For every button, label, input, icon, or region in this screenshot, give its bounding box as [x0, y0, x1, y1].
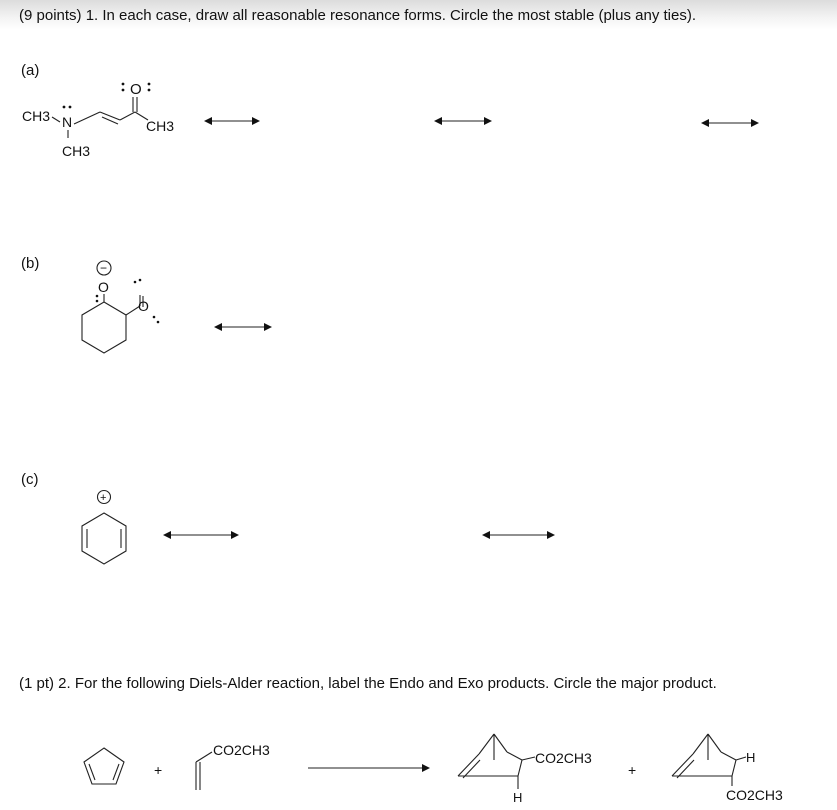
- part-a-label: (a): [21, 62, 40, 79]
- bond-ester: [522, 757, 535, 760]
- bond-h: [736, 757, 746, 760]
- part-a-enaminone: [22, 81, 174, 159]
- part-b-label: (b): [21, 255, 40, 272]
- ring-bond: [732, 760, 736, 776]
- lone-pair-dot: [122, 89, 125, 92]
- oxygen-left-label: O: [98, 279, 109, 295]
- ch3-right-label: CH3: [146, 118, 175, 134]
- product-1-ester-label: CO2CH3: [535, 750, 592, 766]
- lone-pair-dot: [139, 279, 142, 282]
- part-b-enolate: [82, 261, 159, 353]
- lone-pair-dot: [148, 89, 151, 92]
- bridge-bond: [693, 734, 708, 754]
- ring-bond: [518, 760, 522, 776]
- question-1-title: (9 points) 1. In each case, draw all reasonable resonance forms. Circle the most stable (plus any ties).: [19, 7, 696, 24]
- product-1-h-label: H: [513, 790, 523, 805]
- negative-charge-symbol: −: [100, 261, 108, 275]
- bond-n-c: [74, 112, 100, 124]
- bond-c-c-double: [100, 112, 120, 120]
- ring-bond: [507, 752, 522, 760]
- norbornene-double-bond: [677, 760, 694, 778]
- bond-ch3-n: [52, 117, 60, 122]
- part-c-cyclohexadienyl-cation: [82, 491, 126, 565]
- plus-sign: +: [154, 762, 163, 778]
- bridge-bond: [708, 734, 721, 752]
- bridge-bond: [479, 734, 494, 754]
- product-2-h-label: H: [746, 750, 756, 765]
- lone-pair-dot: [134, 281, 137, 284]
- ring-bond: [721, 752, 736, 760]
- lone-pair-dot: [122, 83, 125, 86]
- dienophile-ester-label: CO2CH3: [213, 742, 270, 758]
- cyclopentadiene: [84, 748, 124, 784]
- product-endo-candidate: [458, 734, 592, 805]
- part-c-label: (c): [21, 471, 39, 488]
- cation-ring: [82, 513, 126, 564]
- bond-vinyl-ester: [196, 752, 212, 762]
- lone-pair-dot: [69, 106, 72, 109]
- norbornene-double-bond: [463, 760, 480, 778]
- cyclohexane-ring: [82, 302, 126, 353]
- positive-charge-symbol: +: [100, 492, 107, 504]
- question-2-title: (1 pt) 2. For the following Diels-Alder reaction, label the Endo and Exo products. Circle the major product.: [19, 675, 717, 692]
- bridge-bond: [494, 734, 507, 752]
- nitrogen-label: N: [62, 114, 73, 130]
- plus-sign: +: [628, 762, 637, 778]
- lone-pair-dot: [63, 106, 66, 109]
- lone-pair-dot: [96, 300, 99, 303]
- lone-pair-dot: [96, 295, 99, 298]
- methyl-acrylate: [196, 742, 270, 790]
- oxygen-label: O: [130, 81, 142, 98]
- bond-c-carbonyl: [120, 112, 135, 120]
- ch3-left-label: CH3: [22, 108, 51, 124]
- lone-pair-dot: [157, 321, 160, 324]
- ch3-bottom-label: CH3: [62, 143, 91, 159]
- product-2-ester-label: CO2CH3: [726, 787, 783, 803]
- lone-pair-dot: [153, 316, 156, 319]
- product-exo-candidate: [672, 734, 783, 803]
- oxygen-right-label: O: [138, 298, 149, 314]
- lone-pair-dot: [148, 83, 151, 86]
